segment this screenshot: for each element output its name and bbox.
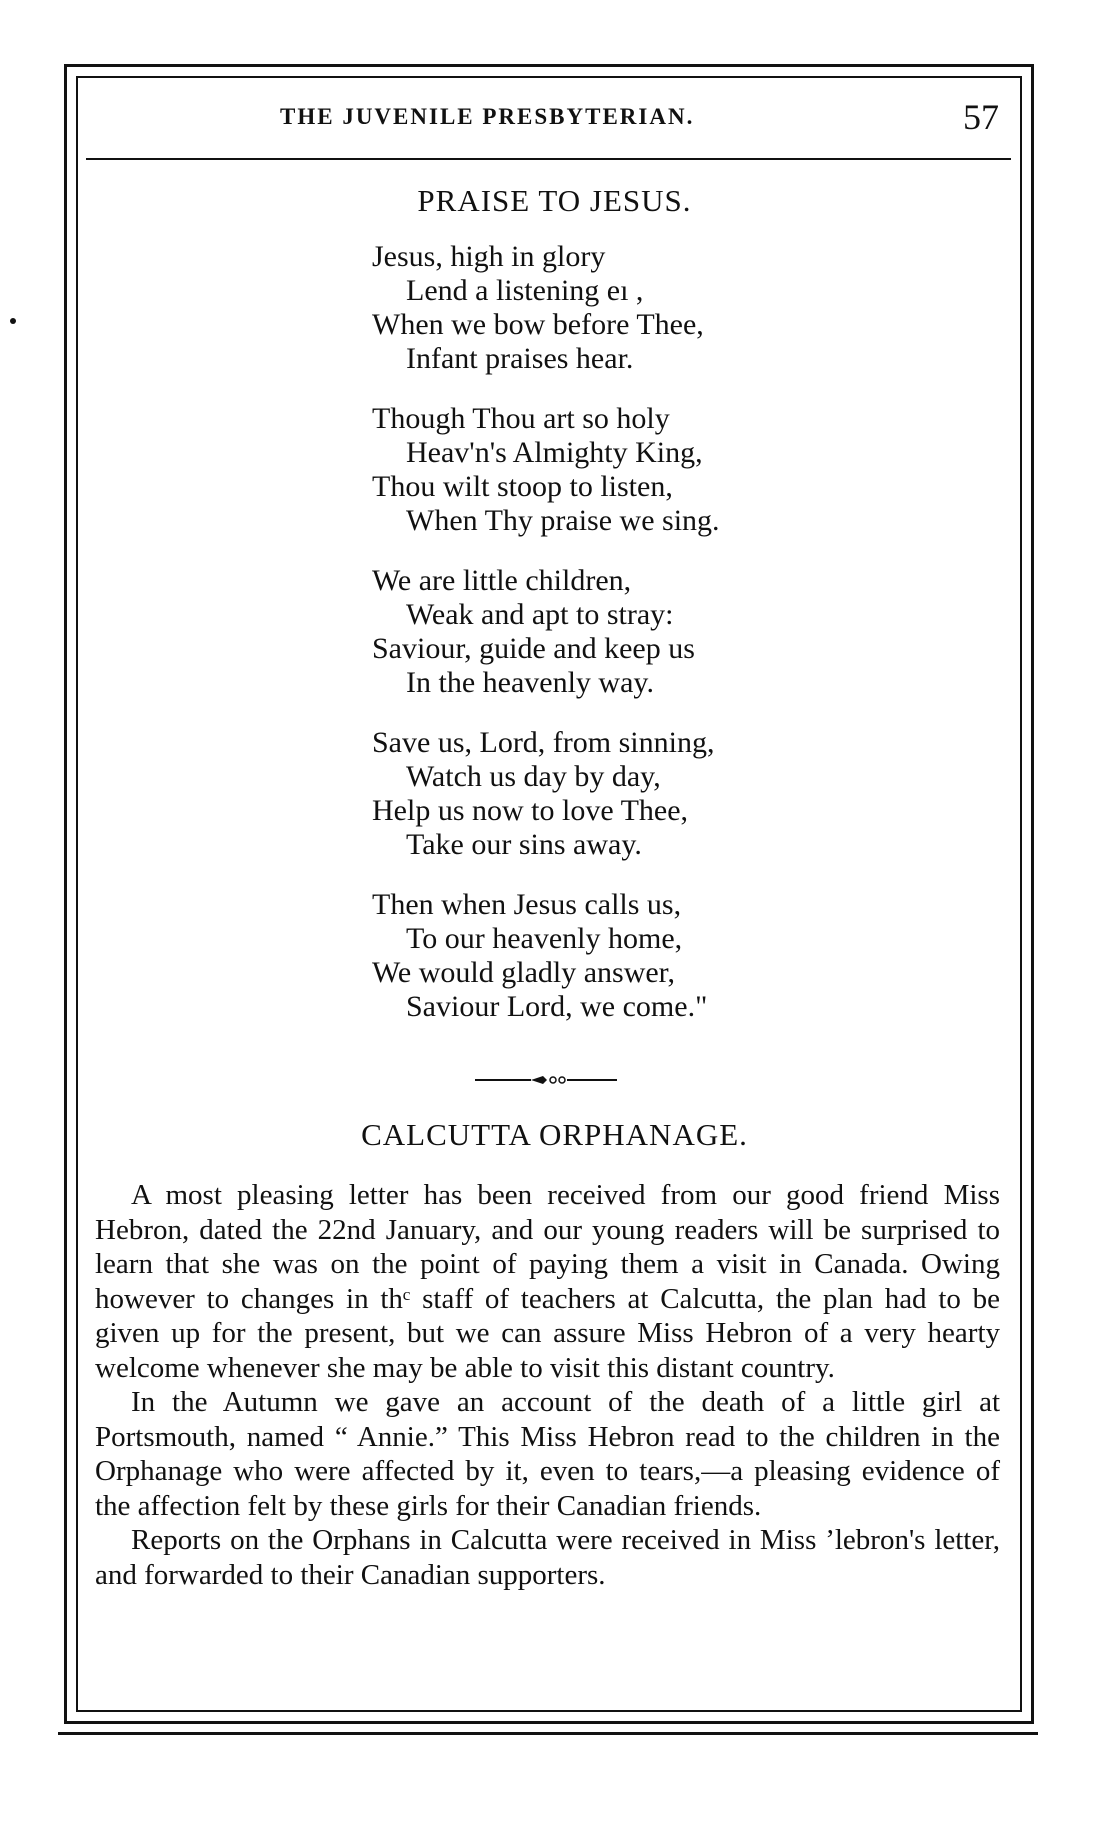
stanza xyxy=(372,402,932,538)
poem-line: To our heavenly home, xyxy=(406,922,683,955)
poem-title: PRAISE TO JESUS. xyxy=(417,183,692,218)
poem-line: We would gladly answer, xyxy=(372,956,675,989)
poem-body xyxy=(372,240,932,1050)
stanza xyxy=(372,240,932,376)
article-title: CALCUTTA ORPHANAGE. xyxy=(361,1117,748,1152)
poem-line: Heav'n's Almighty King, xyxy=(406,436,703,469)
running-title: THE JUVENILE PRESBYTERIAN. xyxy=(280,104,695,129)
stray-ink-mark xyxy=(10,318,16,324)
stanza xyxy=(372,564,932,700)
page-number: 57 xyxy=(963,97,999,137)
article-body xyxy=(95,1178,1000,1592)
poem-line: Jesus, high in glory xyxy=(372,240,606,273)
stanza xyxy=(372,888,932,1024)
poem-line: We are little children, xyxy=(372,564,632,597)
article-paragraph: A most pleasing letter has been received from our good friend Miss Hebron, dated the 22nd January, and our young readers will be surprised to learn that she was on the point of paying them a visit in Canada. Owing however to changes in thᶜ staff of teachers at Calcutta, the plan had to be given up for the present, but we can assure Miss Hebron of a very hearty welcome whenever she may be able to visit this distant country. xyxy=(95,1179,1000,1384)
poem-line: Infant praises hear. xyxy=(406,342,634,375)
poem-line: Then when Jesus calls us, xyxy=(372,888,682,921)
poem-line: When Thy praise we sing. xyxy=(406,504,720,537)
bottom-rule xyxy=(58,1732,1038,1735)
poem-line: Though Thou art so holy xyxy=(372,402,670,435)
poem-line: Weak and apt to stray: xyxy=(406,598,674,631)
poem-line: Watch us day by day, xyxy=(406,760,661,793)
section-divider-ornament xyxy=(473,1074,619,1086)
poem-line: Save us, Lord, from sinning, xyxy=(372,726,715,759)
poem-line: In the heavenly way. xyxy=(406,666,654,699)
article-paragraph: In the Autumn we gave an account of the death of a little girl at Portsmouth, named “ Annie.” This Miss Hebron read to the children in the Orphanage who were affected by it, even to tears,—a pleasing evidence of the affection felt by these girls for their Canadian friends. xyxy=(95,1386,1000,1522)
header-rule xyxy=(86,158,1011,160)
poem-line: Help us now to love Thee, xyxy=(372,794,689,827)
poem-line: Thou wilt stoop to listen, xyxy=(372,470,673,503)
poem-line: Saviour Lord, we come." xyxy=(406,990,708,1023)
poem-line: Take our sins away. xyxy=(406,828,642,861)
stanza xyxy=(372,726,932,862)
poem-line: When we bow before Thee, xyxy=(372,308,704,341)
poem-line: Saviour, guide and keep us xyxy=(372,632,695,665)
article-paragraph: Reports on the Orphans in Calcutta were received in Miss ʼlebron's letter, and forwarded to their Canadian supporters. xyxy=(95,1524,1000,1591)
poem-line: Lend a listening eı , xyxy=(406,274,644,307)
